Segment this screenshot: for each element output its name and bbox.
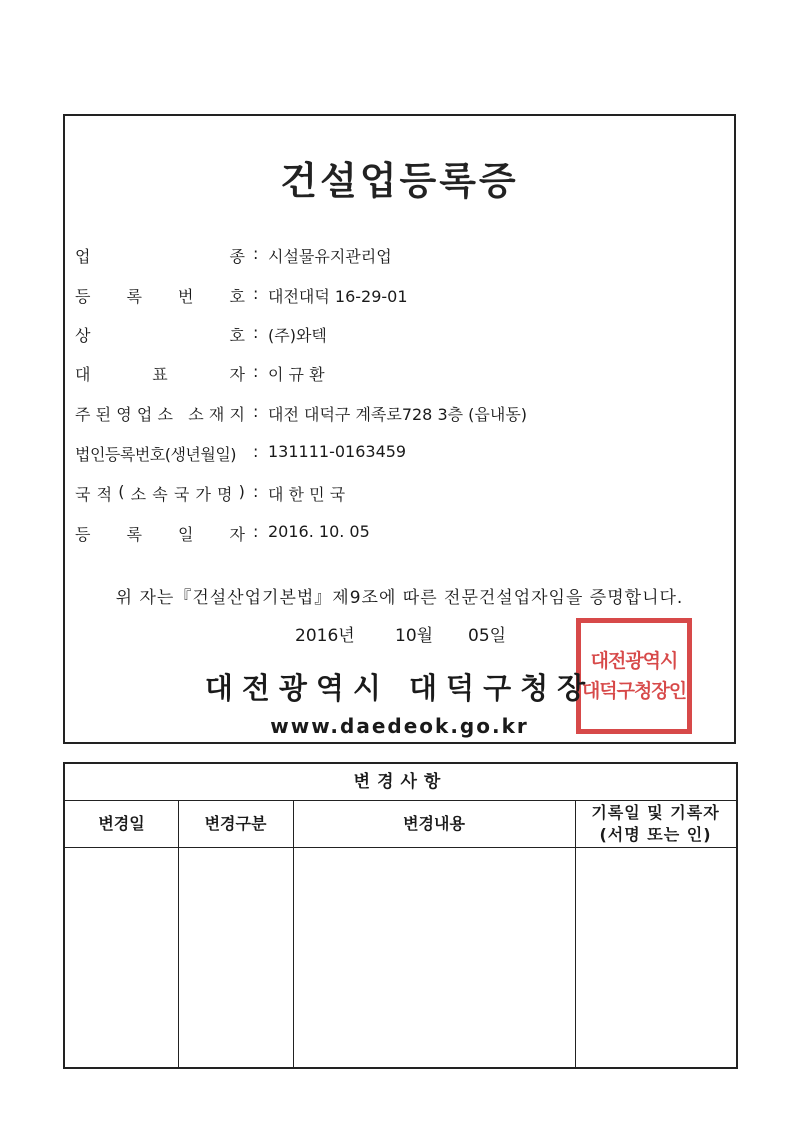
field-label-char: 종 — [229, 247, 245, 266]
field-label — [75, 482, 245, 505]
issuer-name: 대전광역시 대덕구청장 — [204, 671, 595, 705]
field-value: 2016. 10. 05 — [268, 522, 370, 541]
field-label-char: 대 — [75, 365, 91, 384]
issuer-website: www.daedeok.go.kr — [270, 714, 529, 738]
header-divider — [65, 847, 736, 848]
column-header-change-content: 변경내용 — [403, 813, 465, 833]
field-label-char: 지 — [229, 405, 245, 424]
field-colon: : — [253, 284, 259, 303]
field-label-char: 적 — [96, 485, 113, 504]
field-label-char: 소 — [157, 405, 173, 424]
field-label-char: 록 — [126, 287, 142, 306]
change-history-title: 변경사항 — [65, 764, 736, 801]
field-label-char: ( — [118, 482, 125, 501]
column-header-record — [575, 800, 736, 847]
field-label-char: 일 — [178, 525, 194, 544]
field-label-char — [178, 402, 183, 425]
seal-text-line-1: 대전광역시 — [590, 650, 678, 672]
column-header-change-type: 변경구분 — [204, 813, 267, 833]
column-header-change-date: 변경일 — [98, 813, 145, 833]
field-label-char: 등 — [75, 287, 91, 306]
field-label-char: 호 — [229, 287, 245, 306]
field-label-char: 재 — [208, 405, 225, 424]
field-label-char: 영 — [116, 405, 132, 424]
field-label-char: 국 — [75, 485, 91, 504]
field-value: 시설물유지관리업 — [268, 247, 392, 266]
change-history-table — [63, 762, 738, 1069]
field-label-char: 명 — [217, 485, 233, 504]
field-label-char: 번 — [178, 287, 194, 306]
field-label — [75, 522, 245, 545]
field-label-char: 주 — [75, 405, 91, 424]
field-colon: : — [253, 522, 259, 541]
field-label-char: 자 — [229, 525, 245, 544]
field-label-char: 속 — [152, 485, 168, 504]
field-colon: : — [253, 244, 259, 263]
field-label-char: 소 — [188, 405, 204, 424]
certificate-box — [63, 114, 736, 744]
field-label-char: 법인등록번호(생년월일) — [75, 445, 237, 464]
field-label-char: 가 — [195, 485, 211, 504]
issue-date-year: 2016년 — [295, 626, 355, 646]
field-label-char: 등 — [75, 525, 91, 544]
field-colon: : — [253, 402, 259, 421]
field-colon: : — [253, 362, 259, 381]
field-label-char: 호 — [229, 326, 245, 345]
field-value: 대전 대덕구 계족로728 3층 (읍내동) — [268, 405, 528, 424]
field-label-char: 국 — [173, 485, 190, 504]
field-label-char: ) — [238, 482, 245, 501]
field-label-char: 록 — [126, 525, 142, 544]
field-label — [75, 284, 245, 307]
field-label — [75, 323, 245, 346]
field-value: 대 한 민 국 — [268, 485, 346, 504]
field-label-char: 자 — [229, 365, 245, 384]
field-label — [75, 402, 245, 425]
seal-text-line-2: 대덕구청장인 — [581, 680, 687, 702]
field-label-char: 된 — [95, 405, 112, 424]
certificate-title: 건설업등록증 — [280, 159, 519, 203]
field-label-char: 상 — [75, 326, 91, 345]
field-colon: : — [253, 442, 259, 461]
field-label — [75, 442, 245, 465]
field-value: 대전대덕 16-29-01 — [268, 287, 408, 306]
field-colon: : — [253, 323, 259, 342]
issue-date-month: 10월 — [395, 626, 434, 646]
issue-date-day: 05일 — [468, 626, 507, 646]
field-colon: : — [253, 482, 259, 501]
certification-statement: 위 자는『건설산업기본법』제9조에 따른 전문건설업자임을 증명합니다. — [115, 588, 684, 608]
column-header-record-line-2: (서명 또는 인) — [599, 824, 712, 844]
field-value: (주)와텍 — [268, 326, 327, 345]
field-label — [75, 362, 245, 385]
column-header-record-line-1: 기록일 및 기록자 — [591, 802, 720, 822]
field-label-char: 업 — [75, 247, 91, 266]
field-value: 131111-0163459 — [268, 442, 407, 461]
field-label-char: 소 — [130, 485, 147, 504]
field-label-char: 표 — [152, 365, 168, 384]
field-label — [75, 244, 245, 267]
field-value: 이 규 환 — [268, 365, 325, 384]
field-label-char: 업 — [136, 405, 153, 424]
